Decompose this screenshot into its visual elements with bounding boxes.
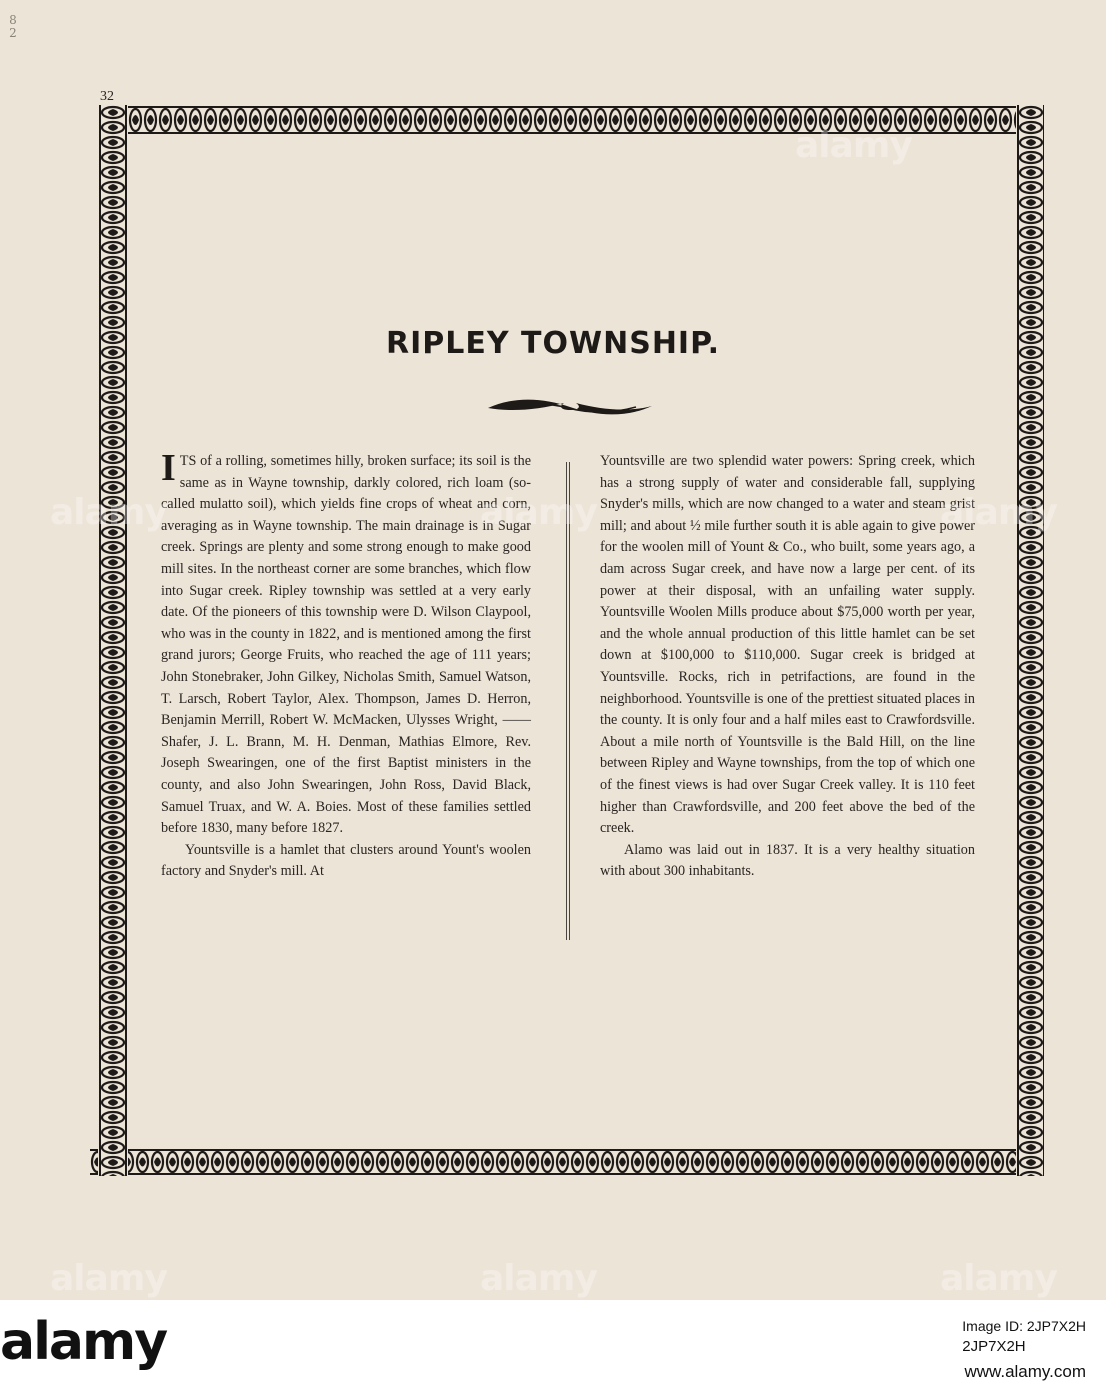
watermark: alamy [940,492,1057,533]
image-id-label: Image ID: 2JP7X2H [962,1318,1086,1334]
page-title: RIPLEY TOWNSHIP. [386,326,720,361]
drop-cap: I [161,447,176,489]
paragraph [161,447,531,840]
alamy-logo: alamy [0,1312,167,1372]
article-column-left [161,447,531,883]
ornamental-border-right [1016,105,1044,1176]
watermark: alamy [50,492,167,533]
site-url[interactable]: www.alamy.com [964,1362,1086,1381]
ornamental-border-left [98,105,128,1176]
image-id-value: 2JP7X2H [962,1338,1026,1355]
article-column-right [600,451,975,883]
watermark: alamy [940,1258,1057,1299]
pencil-annotation: 8 2 [9,13,17,40]
paragraph-text: TS of a rolling, sometimes hilly, broken surface; its soil is the same as in Wayne township, darkly colored, rich loam (so-called mulatto soil), which yields fine crops of wheat and corn, averaging as in Wayne township. The main drainage is in Sugar creek. Springs are plenty and some strong enough to make good mill sites. In the northeast corner are some branches, which flow into Sugar creek. Ripley township was settled at a very early date. Of the pioneers of this township were D. Wilson Claypool, who was in the county in 1822, and is mentioned among the first grand jurors; George Fruits, who reached the age of 111 years; John Stonebraker, John Gilkey, Nicholas Smith, Samuel Watson, T. Larsch, Robert Taylor, Alex. Thompson, James D. Herron, Benjamin Merrill, Robert W. McMacken, Ulysses Wright, —— Shafer, J. L. Brann, M. H. Denman, Mathias Elmore, Rev. Joseph Swearingen, one of the first Baptist ministers in the county, and also John Swearingen, John Ross, David Black, Samuel Truax, and W. A. Boies. Most of these families settled before 1830, many before 1827. [161,453,531,837]
page-number: 32 [100,89,114,104]
watermark: alamy [480,1258,597,1299]
ornamental-border-bottom [90,1148,1040,1176]
column-divider [566,462,570,940]
watermark: alamy [795,125,912,166]
paragraph: Alamo was laid out in 1837. It is a very healthy situation with about 300 inhabitants. [600,841,975,880]
image-id-block [962,1318,1086,1355]
paragraph: Yountsville is a hamlet that clusters around Yount's woolen factory and Snyder's mill. At [161,841,531,880]
paragraph: Yountsville are two splendid water powers: Spring creek, which has a strong supply of water and considerable fall, supplying Snyder's mills, which are now changed to a water and steam grist mill; and about ½ mile further south it is able again to give power for the woolen mill of Yount & Co., who built, some years ago, a dam across Sugar creek, and have now a large per cent. of its power at their disposal, with an unfailing water supply. Yountsville Woolen Mills produce about $75,000 worth per year, and the whole annual production of this little hamlet can be set down at $100,000 to $110,000. Sugar creek is bridged at Yountsville. Rocks, rich in petrifactions, are found in the neighborhood. Yountsville is one of the prettiest situated places in the county. It is only four and a half miles east to Crawfordsville. About a mile north of Yountsville is the Bald Hill, on the line between Ripley and Wayne townships, from the top of which one of the finest views is had over Sugar Creek valley. It is 110 feet higher than Crawfordsville, and 200 feet above the bed of the creek. [600,453,975,837]
watermark: alamy [50,1258,167,1299]
flourish-ornament [484,394,656,420]
watermark: alamy [480,492,597,533]
